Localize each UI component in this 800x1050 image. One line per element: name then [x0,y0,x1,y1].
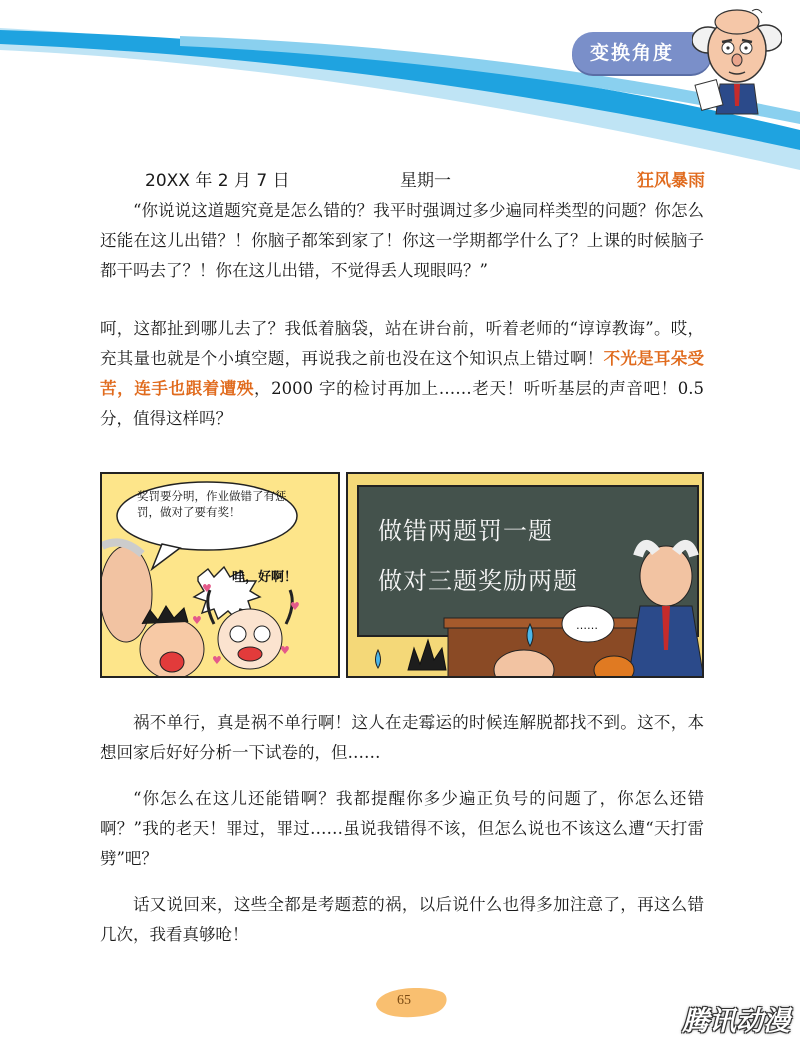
diary-date: 20XX 年 2 月 7 日 [145,171,290,191]
paragraph-2-end: ，2000 字的检讨再加上……老天！听听基层的声音吧！0.5 分，值得这样吗？ [100,379,705,428]
svg-text:♥: ♥ [212,654,222,667]
comic-panel-left [100,472,340,678]
watermark: 腾讯动漫 [682,1006,790,1037]
chapter-title: 变换角度 [590,42,675,64]
paragraph-2-start: 呵，这都扯到哪儿去了？我低着脑袋，站在讲台前，听着老师的“谆谆教诲”。哎，充其量也就是个小填空题，再说我之前也没在这个知识点上错过啊！ [100,319,704,368]
svg-text:♥: ♥ [192,614,202,627]
chalkboard-line-1: 做错两题罚一题 [378,517,553,545]
svg-text:♥: ♥ [290,600,300,613]
paragraph-4: “你怎么在这儿还能错啊？我都提醒你多少遍正负号的问题了，你怎么还错啊？”我的老天！罪过，罪过……虽说我错得不该，但怎么说也不该这么遭“天打雷劈”吧？ [100,789,704,868]
svg-text:♥: ♥ [280,644,290,657]
paragraph-2 [100,314,704,434]
svg-text:♥: ♥ [202,582,212,595]
comic-panel-right [346,472,704,678]
paragraph-1: “你说说这道题究竟是怎么错的？我平时强调过多少遍同样类型的问题？你怎么还能在这儿出错？！你脑子都笨到家了！你这一学期都学什么了？上课的时候脑子都干吗去了？！你在这儿出错，不觉得丢人现眼吗？” [100,201,704,280]
paragraph-2-emphasis: 不光是耳朵受苦，连手也跟着遭殃 [100,349,705,398]
paragraph-5: 话又说回来，这些全都是考题惹的祸，以后说什么也得多加注意了，再这么错几次，我看真够呛！ [100,895,704,944]
diary-weekday: 星期一 [400,171,451,191]
teacher-mascot-icon [692,6,782,118]
diary-weather: 狂风暴雨 [637,171,705,191]
header-swoosh [0,0,800,170]
paragraph-3: 祸不单行，真是祸不单行啊！这人在走霉运的时候连解脱都找不到。这不，本想回家后好好分析一下试卷的，但…… [100,713,704,762]
speech-bubble-wow: 哇，好啊！ [232,570,298,585]
page-number: 65 [397,993,411,1008]
speech-bubble-ellipsis: …… [576,619,598,632]
chalkboard-line-2: 做对三题奖励两题 [378,567,578,595]
speech-bubble-rule: 奖罚要分明，作业做错了有惩罚，做对了要有奖！ [137,489,287,519]
diary-header [145,168,705,194]
